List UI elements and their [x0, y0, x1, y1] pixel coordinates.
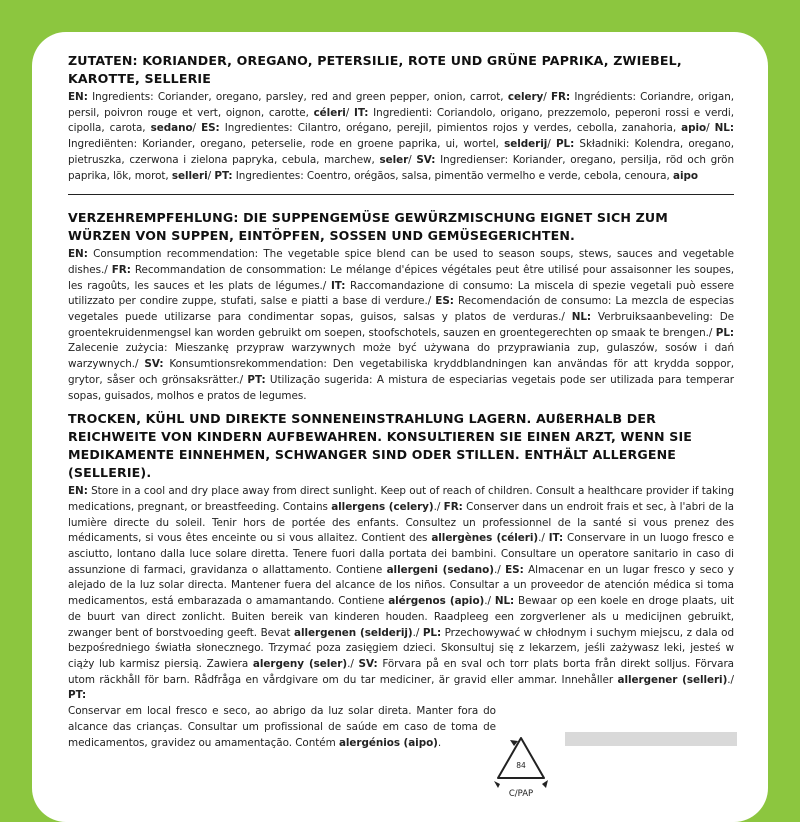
text-run: Recommandation de consommation: Le mélange d'épices végétales peut être utilisé pour assaisonner les soupes, les ragoûts, les sauces et les plats de légumes./ — [68, 263, 734, 292]
text-run: Conservar em local fresco e seco, ao abrigo da luz solar direta. Manter fora do alcance das crianças. Consultar um profissional de saúde em caso de toma de medicamentos, gravidez ou amamentação. Contém — [68, 705, 496, 749]
text-run: / — [543, 91, 551, 103]
text-run: Ingredienti: Coriandolo, origano, prezzemolo, peperoni rossi e verdi, cipolla, carota, — [68, 106, 734, 135]
text-run: Utilização sugerida: A mistura de especiarias vegetais pode ser utilizada para temperar sopas, guisados, molhos e pratos de legumes. — [68, 373, 734, 402]
bold-text: FR: — [550, 91, 571, 103]
text-run: Conservare in un luogo fresco e asciutto, lontano dalla luce solare diretta. Tenere fuori dalla portata dei bambini. Consultare un operatore sanitario in caso di assunzione di farmaci, gravidanza o allattamento. Contiene — [68, 532, 734, 576]
bold-text: allergènes (céleri) — [431, 532, 539, 545]
bold-text: FR: — [443, 500, 463, 513]
storage-section — [68, 410, 734, 751]
bold-text: celery — [507, 91, 544, 103]
bold-text: alergeny (seler) — [252, 657, 348, 670]
text-run: ./ — [727, 673, 734, 686]
text-run: Konsumtionsrekommendation: Den vegetabiliska kryddblandningen kan användas för att krydda soppor, grytor, såser och grönsaksrätter./ — [68, 358, 734, 386]
storage-pt-text — [68, 704, 496, 751]
bold-text: PT: — [247, 373, 266, 386]
text-run: ./ — [433, 500, 444, 513]
bold-text: PT: — [68, 689, 87, 702]
bold-text: IT: — [354, 106, 369, 119]
bold-text: EN: — [68, 91, 88, 103]
bold-text: IT: — [548, 532, 564, 545]
bold-text: SV: — [358, 657, 378, 670]
text-run: Ingredienser: Koriander, oregano, persilja, röd och grön paprika, lök, morot, — [68, 153, 734, 182]
text-run: Zalecenie zużycia: Mieszankę przypraw warzywnych może być używana do przyprawiania zup, gulaszów, sosów i dań warzywnych./ — [68, 342, 734, 371]
bold-text: NL: — [714, 122, 734, 135]
bold-text: EN: — [68, 248, 88, 261]
bold-text: NL: — [571, 311, 592, 324]
bold-text: sedano — [150, 122, 193, 135]
recommendation-text — [68, 247, 734, 404]
text-run: Consumption recommendation: The vegetable spice blend can be used to season soups, stews, sauces and vegetable dishes./ — [68, 248, 734, 276]
text-run: ./ — [493, 563, 506, 576]
bold-text: ES: — [435, 295, 454, 308]
bold-text: NL: — [494, 595, 515, 608]
ingredients-section — [68, 52, 734, 184]
bold-text: EN: — [68, 485, 88, 498]
ingredients-heading: ZUTATEN: KORIANDER, OREGANO, PETERSILIE, ROTE UND GRÜNE PAPRIKA, ZWIEBEL, KAROTTE, SELLERIE — [68, 53, 682, 86]
text-run: / — [192, 122, 202, 135]
text-run: / — [207, 169, 215, 182]
recommendation-heading: VERZEHREMPFEHLUNG: DIE SUPPENGEMÜSE GEWÜRZMISCHUNG EIGNET SICH ZUM WÜRZEN VON SUPPEN, EINTÖPFEN, SOSSEN UND GEMÜSEGERICHTEN. — [68, 210, 668, 244]
text-run: Ingrédients: Coriandre, origan, persil, poivron rouge et vert, oignon, carotte, — [68, 91, 734, 119]
bold-text: selleri — [171, 169, 208, 182]
placeholder-bar — [565, 732, 737, 746]
bold-text: IT: — [330, 279, 346, 292]
text-run: Składniki: Kolendra, oregano, pietruszka, czerwona i zielona papryka, cebula, marchew, — [68, 138, 734, 166]
bold-text: alergénios (aipo) — [338, 736, 438, 749]
text-run: Store in a cool and dry place away from direct sunlight. Keep out of reach of children. Consult a healthcare provider if taking medications, pregnant, or breastfeeding. Contains — [68, 485, 734, 513]
label-content — [68, 52, 734, 751]
text-run: Przechowywać w chłodnym i suchym miejscu, z dala od bezpośredniego światła słonecznego. Trzymać poza zasięgiem dzieci. Skonsultuj się z lekarzem, jeśli zażywasz leki, jesteś w ciąży lub karmisz piersią. Zawiera — [68, 626, 734, 670]
bold-text: FR: — [111, 263, 131, 276]
text-run: Conserver dans un endroit frais et sec, à l'abri de la lumière directe du soleil. Tenir hors de portée des enfants. Consultez un professionnel de la santé si vous prenez des médicaments, si vous êtes enceinte ou si vous allaitez. Contient des — [68, 500, 734, 545]
recommendation-section — [68, 209, 734, 404]
text-run: Raccomandazione di consumo: La miscela di spezie vegetali può essere utilizzato per condire zuppe, stufati, salse e piatti a base di verdure./ — [68, 279, 734, 308]
bold-text: ES: — [505, 563, 524, 576]
bold-text: céleri — [313, 106, 346, 119]
bold-text: SV: — [144, 358, 164, 371]
text-run: ./ — [538, 532, 549, 545]
bold-text: PL: — [555, 138, 575, 151]
label-card — [32, 32, 768, 822]
text-run: Almacenar en un lugar fresco y seco y alejado de la luz solar directa. Mantener fuera del alcance de los niños. Consultar a un proveedor de atención médica si toma medicamentos, está embarazada o amamantando. Contiene — [68, 563, 734, 608]
text-run: Verbruiksaanbeveling: De groentekruidenmengsel kan worden gebruikt om soepen, stoofschotels, sauzen en groentegerechten op smaak te brengen./ — [68, 311, 734, 339]
section-divider — [68, 194, 734, 195]
bold-text: allergeni (sedano) — [386, 563, 494, 576]
bold-text: selderij — [504, 138, 548, 151]
bold-text: allergens (celery) — [331, 500, 434, 513]
text-run: / — [345, 106, 354, 119]
text-run: ./ — [347, 657, 359, 670]
text-run: / — [408, 153, 417, 166]
bold-text: allergenen (selderij) — [294, 626, 413, 639]
recycling-triangle-icon — [492, 732, 550, 802]
bold-text: apio — [681, 122, 707, 135]
ingredients-text — [68, 90, 734, 184]
recycling-code: 84 — [516, 761, 526, 770]
recycling-label: C/PAP — [508, 789, 534, 799]
bold-text: allergener (selleri) — [617, 673, 728, 686]
text-run: / — [547, 138, 556, 151]
bold-text: PL: — [715, 326, 734, 339]
text-run: / — [706, 122, 715, 135]
text-run: Ingredientes: Cilantro, orégano, perejil, pimientos rojos y verdes, cebolla, zanahoria, — [219, 122, 682, 135]
text-run: Ingredients: Coriander, oregano, parsley, red and green pepper, onion, carrot, — [87, 91, 508, 103]
bold-text: alérgenos (apio) — [388, 595, 485, 608]
bold-text: seler — [379, 153, 409, 166]
bold-text: PL: — [422, 626, 442, 639]
text-run: . — [437, 736, 442, 749]
storage-heading: TROCKEN, KÜHL UND DIREKTE SONNENEINSTRAHLUNG LAGERN. AUßERHALB DER REICHWEITE VON KINDERN AUFBEWAHREN. KONSULTIEREN SIE EINEN ARZT, WENN SIE MEDIKAMENTE EINNEHMEN, SCHWANGER SIND ODER STILLEN. ENTHÄLT ALLERGENE (SELLERIE). — [68, 411, 693, 481]
bold-text: SV: — [416, 153, 436, 166]
text-run: ./ — [484, 595, 495, 608]
bold-text: aipo — [672, 169, 698, 182]
text-run: ./ — [412, 626, 423, 639]
storage-text — [68, 484, 734, 704]
text-run: Ingrediënten: Koriander, oregano, peterselie, rode en groene paprika, ui, wortel, — [68, 138, 505, 151]
bold-text: ES: — [201, 122, 220, 135]
text-run: Bewaar op een koele en droge plaats, uit de buurt van direct zonlicht. Buiten bereik van kinderen houden. Raadpleeg een zorgverlener als u medicijnen gebruikt, zwanger bent of borstvoeding geeft. Bevat — [68, 595, 734, 639]
text-run: Förvara på en sval och torr plats borta från direkt solljus. Förvara utom räckhåll för barn. Rådfråga en vårdgivare om du tar mediciner, är gravid eller ammar. Innehåller — [68, 657, 734, 686]
text-run: Recomendación de consumo: La mezcla de especias vegetales puede utilizarse para condimentar sopas, guisos, salsas y platos de verduras./ — [68, 295, 734, 324]
bold-text: PT: — [214, 169, 233, 182]
text-run: Ingredientes: Coentro, orégãos, salsa, pimentão vermelho e verde, cebola, cenoura, — [232, 169, 673, 182]
